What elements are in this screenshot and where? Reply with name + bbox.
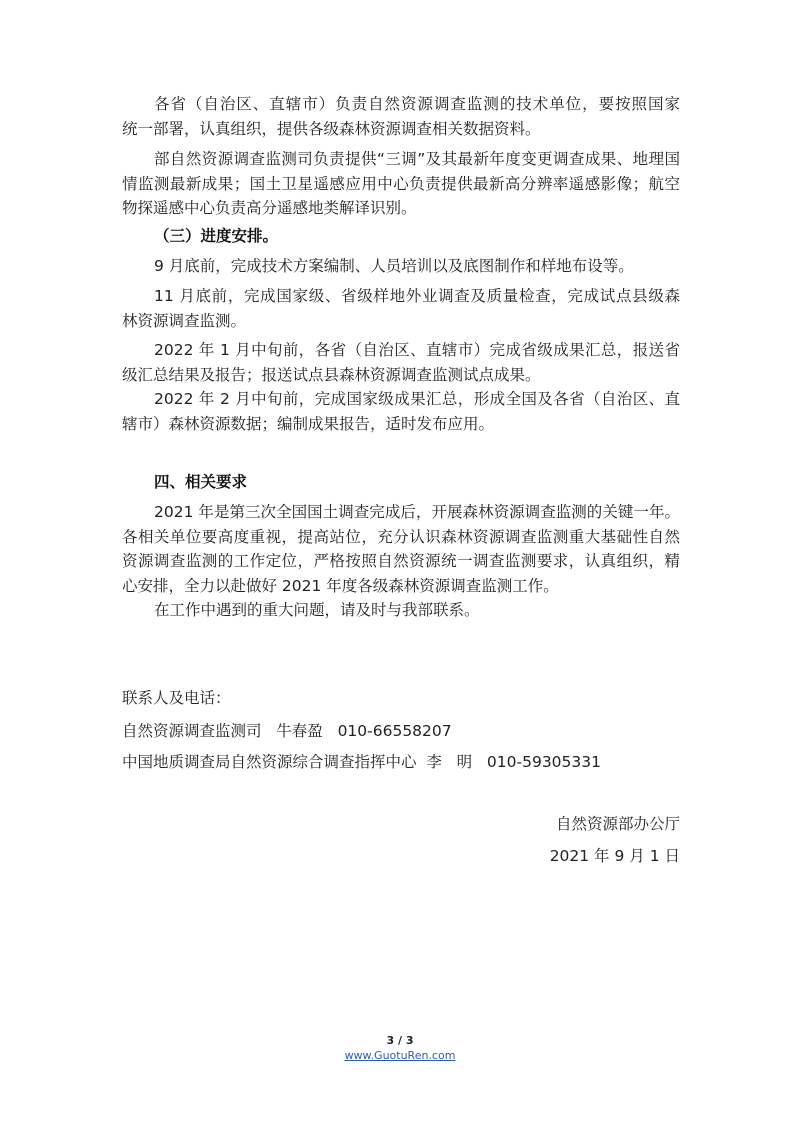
paragraph xyxy=(122,598,680,623)
text-line: 9 月底前，完成技术方案编制、人员培训以及底图制作和样地布设等。 xyxy=(154,257,634,275)
text-line: 各省（自治区、直辖市）负责自然资源调查监测的技术单位，要按照国家 xyxy=(154,95,680,113)
contact-line-1: 自然资源调查监测司 牛春盈 010-66558207 xyxy=(122,722,452,740)
footer-link-text[interactable]: www.GuotuRen.com xyxy=(344,1049,456,1062)
text-line: 统一部署，认真组织，提供各级森林资源调查相关数据资料。 xyxy=(122,119,541,138)
text-line: 在工作中遇到的重大问题，请及时与我部联系。 xyxy=(154,601,480,619)
text-line: 心安排，全力以赴做好 2021 年度各级森林资源调查监测工作。 xyxy=(122,576,559,595)
text-line: 2022 年 2 月中旬前，完成国家级成果汇总，形成全国及各省（自治区、直 xyxy=(154,390,680,408)
text-line: （三）进度安排。 xyxy=(154,227,279,245)
contact-line-2: 中国地质调查局自然资源综合调查指挥中心 李 明 010-59305331 xyxy=(122,753,601,771)
signature-org: 自然资源部办公厅 xyxy=(555,815,680,833)
text-line: 资源调查监测的工作定位，严格按照自然资源统一调查监测要求，认真组织，精 xyxy=(122,552,680,571)
paragraph xyxy=(122,92,680,141)
text-line: 部自然资源调查监测司负责提供“三调”及其最新年度变更调查成果、地理国 xyxy=(154,150,680,168)
section-heading xyxy=(122,470,680,495)
text-line: 各相关单位要高度重视，提高站位，充分认识森林资源调查监测重大基础性自然 xyxy=(122,527,680,546)
text-line: 辖市）森林资源数据；编制成果报告，适时发布应用。 xyxy=(122,414,495,433)
paragraph xyxy=(122,147,680,221)
text-line: 物探遥感中心负责高分遥感地类解译识别。 xyxy=(122,199,417,218)
text-line: 情监测最新成果；国土卫星遥感应用中心负责提供最新高分辨率遥感影像；航空 xyxy=(122,174,680,193)
text-line: 四、相关要求 xyxy=(154,473,248,491)
paragraph xyxy=(122,338,680,387)
page-number: 3 / 3 xyxy=(386,1034,414,1047)
paragraph xyxy=(122,387,680,436)
paragraph xyxy=(122,284,680,333)
text-line: 2021 年是第三次全国国土调查完成后，开展森林资源调查监测的关键一年。 xyxy=(154,503,680,521)
text-line: 2022 年 1 月中旬前，各省（自治区、直辖市）完成省级成果汇总，报送省 xyxy=(154,341,680,359)
text-line: 林资源调查监测。 xyxy=(122,311,247,330)
signature-date: 2021 年 9 月 1 日 xyxy=(549,847,680,865)
text-line: 级汇总结果及报告；报送试点县森林资源调查监测试点成果。 xyxy=(122,365,541,384)
footer-link[interactable] xyxy=(0,1049,800,1062)
text-line: 11 月底前，完成国家级、省级样地外业调查及质量检查，完成试点县级森 xyxy=(154,287,680,305)
contact-block xyxy=(122,686,680,711)
section-heading xyxy=(122,224,680,249)
paragraph xyxy=(122,500,680,598)
paragraph xyxy=(122,254,680,279)
contact-label: 联系人及电话： xyxy=(122,689,231,707)
